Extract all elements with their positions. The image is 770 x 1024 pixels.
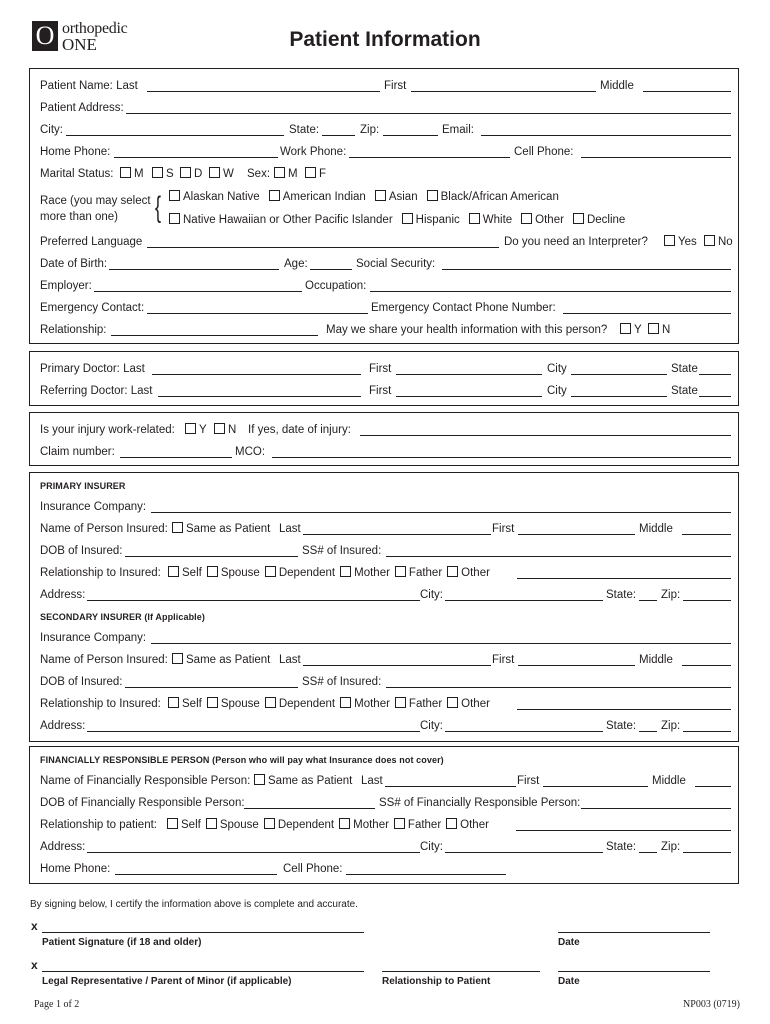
- email-label: Email:: [442, 124, 474, 136]
- referring-doctor-city-label: City: [547, 385, 567, 397]
- relationship-option-label: Mother: [354, 698, 390, 710]
- share-yes-label: Y: [634, 324, 642, 336]
- relationship-checkbox[interactable]: [447, 566, 458, 577]
- financial-name-row: [40, 773, 729, 789]
- secondary-zip-label: Zip:: [661, 720, 681, 732]
- financial-ssn-field[interactable]: [581, 808, 731, 809]
- zip-field[interactable]: [383, 135, 438, 136]
- legal-rep-date-line[interactable]: [558, 971, 710, 972]
- dob-label: Date of Birth:: [40, 258, 108, 270]
- relationship-option-label: Father: [408, 698, 443, 710]
- race-checkbox[interactable]: [469, 213, 480, 224]
- email-field[interactable]: [481, 135, 731, 136]
- relationship-checkbox[interactable]: [395, 697, 406, 708]
- relationship-option-label: Self: [182, 567, 202, 579]
- referring-doctor-first-field[interactable]: [396, 396, 542, 397]
- financial-ssn-label: SS# of Financially Responsible Person:: [379, 797, 581, 809]
- relationship-option-label: Father: [407, 819, 442, 831]
- secondary-dob-row: [40, 674, 729, 690]
- primary-address-field[interactable]: [87, 600, 420, 601]
- occupation-label: Occupation:: [305, 280, 367, 292]
- relationship-option-label: Other: [460, 819, 489, 831]
- financial-same-as-patient-checkbox[interactable]: [254, 774, 265, 785]
- primary-doctor-first-field[interactable]: [396, 374, 542, 375]
- financial-zip-field[interactable]: [683, 852, 731, 853]
- race-option-label: White: [482, 214, 513, 226]
- patient-city-row: [40, 122, 729, 138]
- share-info-label: May we share your health information with this person?: [326, 324, 608, 336]
- primary-doctor-row: [40, 361, 729, 377]
- relationship-row: [40, 322, 729, 338]
- city-field[interactable]: [66, 135, 284, 136]
- relationship-option-label: Father: [408, 567, 443, 579]
- primary-company-row: [40, 499, 729, 515]
- primary-relationship-other-field[interactable]: [517, 578, 731, 579]
- relationship-option-label: Dependent: [278, 698, 336, 710]
- relationship-checkbox[interactable]: [394, 818, 405, 829]
- financial-relationship-other-field[interactable]: [516, 830, 731, 831]
- secondary-same-as-patient-label: Same as Patient: [186, 654, 271, 666]
- referring-doctor-first-label: First: [369, 385, 392, 397]
- secondary-insured-first-field[interactable]: [518, 665, 635, 666]
- patient-address-field[interactable]: [126, 113, 731, 114]
- language-row: [40, 234, 733, 250]
- primary-insured-first-field[interactable]: [518, 534, 635, 535]
- relationship-checkbox[interactable]: [207, 566, 218, 577]
- patient-first-name-field[interactable]: [411, 91, 596, 92]
- injury-section: [29, 412, 739, 466]
- marital-w-label: W: [223, 168, 234, 180]
- interpreter-no-label: No: [718, 236, 733, 248]
- race-label-line1: Race (you may select: [40, 195, 151, 207]
- logo-mark: O: [32, 21, 58, 51]
- relationship-checkbox[interactable]: [168, 566, 179, 577]
- legal-rep-signature-x-mark: x: [31, 958, 38, 972]
- marital-w-checkbox[interactable]: [209, 167, 220, 178]
- race-option-label: Other: [535, 214, 564, 226]
- financial-address-field[interactable]: [87, 852, 420, 853]
- race-option-label: Native Hawaiian or Other Pacific Islander: [183, 214, 393, 226]
- race-option-label: Alaskan Native: [183, 191, 260, 203]
- age-label: Age:: [284, 258, 308, 270]
- logo-text-line2: ONE: [62, 35, 97, 54]
- sex-f-checkbox[interactable]: [305, 167, 316, 178]
- financial-home-phone-field[interactable]: [115, 874, 277, 875]
- claim-number-label: Claim number:: [40, 446, 115, 458]
- primary-doctor-label: Primary Doctor: Last: [40, 363, 145, 375]
- relationship-option-label: Spouse: [220, 698, 260, 710]
- financial-state-field[interactable]: [639, 852, 657, 853]
- work-related-yes-label: Y: [199, 424, 207, 436]
- sex-m-label: M: [288, 168, 298, 180]
- primary-insured-ssn-label: SS# of Insured:: [302, 545, 382, 557]
- patient-signature-date-label: Date: [558, 937, 580, 948]
- relationship-checkbox[interactable]: [207, 697, 218, 708]
- relationship-field[interactable]: [111, 335, 318, 336]
- primary-insured-last-label: Last: [279, 523, 301, 535]
- relationship-to-patient-line[interactable]: [382, 971, 540, 972]
- secondary-insured-middle-label: Middle: [639, 654, 673, 666]
- secondary-address-field[interactable]: [87, 731, 420, 732]
- referring-doctor-row: [40, 383, 729, 399]
- relationship-checkbox[interactable]: [339, 818, 350, 829]
- marital-status-label: Marital Status:: [40, 168, 114, 180]
- primary-insured-name-row: [40, 521, 729, 537]
- marital-s-checkbox[interactable]: [152, 167, 163, 178]
- race-checkbox[interactable]: [375, 190, 386, 201]
- work-related-yes-checkbox[interactable]: [185, 423, 196, 434]
- secondary-relationship-row: [40, 696, 729, 712]
- city-label: City:: [40, 124, 63, 136]
- secondary-insured-name-label: Name of Person Insured:: [40, 654, 168, 666]
- emergency-phone-field[interactable]: [563, 313, 731, 314]
- preferred-language-label: Preferred Language: [40, 236, 143, 248]
- race-options-line1: [169, 190, 559, 203]
- race-checkbox[interactable]: [573, 213, 584, 224]
- share-no-checkbox[interactable]: [648, 323, 659, 334]
- dob-row: [40, 256, 729, 272]
- relationship-option-label: Other: [461, 567, 490, 579]
- race-checkbox[interactable]: [427, 190, 438, 201]
- primary-dob-row: [40, 543, 729, 559]
- cell-phone-label: Cell Phone:: [514, 146, 574, 158]
- race-label: [40, 193, 151, 225]
- secondary-insured-ssn-field[interactable]: [386, 687, 731, 688]
- primary-insurance-company-field[interactable]: [151, 512, 731, 513]
- secondary-city-field[interactable]: [445, 731, 603, 732]
- referring-doctor-state-label: State: [671, 385, 698, 397]
- relationship-checkbox[interactable]: [265, 697, 276, 708]
- secondary-company-row: [40, 630, 729, 646]
- referring-doctor-state-field[interactable]: [699, 396, 731, 397]
- financial-section: [29, 746, 739, 884]
- relationship-checkbox[interactable]: [340, 566, 351, 577]
- state-field[interactable]: [322, 135, 355, 136]
- mco-field[interactable]: [272, 457, 731, 458]
- patient-address-label: Patient Address:: [40, 102, 124, 114]
- patient-section: [29, 68, 739, 344]
- logo-text-line1: orthopedic: [62, 20, 128, 37]
- financial-city-field[interactable]: [445, 852, 603, 853]
- legal-rep-signature-line[interactable]: [42, 971, 364, 972]
- interpreter-yes-label: Yes: [678, 236, 697, 248]
- primary-insured-middle-field[interactable]: [682, 534, 731, 535]
- race-checkbox[interactable]: [402, 213, 413, 224]
- certify-statement: By signing below, I certify the information above is complete and accurate.: [30, 899, 358, 910]
- state-label: State:: [289, 124, 320, 136]
- home-phone-field[interactable]: [114, 157, 278, 158]
- relationship-option-label: Dependent: [278, 567, 336, 579]
- race-checkbox[interactable]: [169, 190, 180, 201]
- claim-row: [40, 444, 729, 460]
- occupation-field[interactable]: [370, 291, 731, 292]
- financial-dob-row: [40, 795, 729, 811]
- relationship-option-label: Dependent: [277, 819, 335, 831]
- patient-last-name-label: Patient Name: Last: [40, 80, 138, 92]
- secondary-insured-dob-field[interactable]: [125, 687, 298, 688]
- secondary-insured-middle-field[interactable]: [682, 665, 731, 666]
- financial-relationship-row: [40, 817, 729, 833]
- financial-cell-phone-label: Cell Phone:: [283, 863, 343, 875]
- financial-heading: FINANCIALLY RESPONSIBLE PERSON (Person who will pay what Insurance does not cover): [40, 755, 444, 765]
- employer-label: Employer:: [40, 280, 92, 292]
- emergency-contact-field[interactable]: [147, 313, 368, 314]
- primary-same-as-patient-label: Same as Patient: [186, 523, 271, 535]
- secondary-insured-last-label: Last: [279, 654, 301, 666]
- relationship-checkbox[interactable]: [264, 818, 275, 829]
- relationship-to-patient-label: Relationship to Patient: [382, 976, 491, 987]
- secondary-state-field[interactable]: [639, 731, 657, 732]
- preferred-language-field[interactable]: [147, 247, 499, 248]
- financial-middle-label: Middle: [652, 775, 686, 787]
- secondary-relationship-label: Relationship to Insured:: [40, 698, 161, 710]
- employer-field[interactable]: [94, 291, 302, 292]
- work-related-no-checkbox[interactable]: [214, 423, 225, 434]
- patient-signature-label: Patient Signature (if 18 and older): [42, 937, 202, 948]
- interpreter-no-checkbox[interactable]: [704, 235, 715, 246]
- primary-insured-middle-label: Middle: [639, 523, 673, 535]
- relationship-option-label: Self: [182, 698, 202, 710]
- secondary-state-label: State:: [606, 720, 637, 732]
- relationship-checkbox[interactable]: [168, 697, 179, 708]
- relationship-option-label: Mother: [353, 819, 389, 831]
- secondary-insurance-company-label: Insurance Company:: [40, 632, 147, 644]
- claim-number-field[interactable]: [120, 457, 232, 458]
- page-number: Page 1 of 2: [34, 999, 80, 1010]
- primary-doctor-last-field[interactable]: [152, 374, 361, 375]
- primary-zip-field[interactable]: [683, 600, 731, 601]
- financial-relationship-label: Relationship to patient:: [40, 819, 157, 831]
- form-code: NP003 (0719): [683, 999, 740, 1010]
- marital-s-label: S: [166, 168, 174, 180]
- financial-address-row: [40, 839, 729, 855]
- primary-insured-first-label: First: [492, 523, 515, 535]
- secondary-city-label: City:: [420, 720, 443, 732]
- primary-insurance-company-label: Insurance Company:: [40, 501, 147, 513]
- employer-row: [40, 278, 729, 294]
- work-phone-label: Work Phone:: [280, 146, 347, 158]
- relationship-checkbox[interactable]: [167, 818, 178, 829]
- legal-rep-date-label: Date: [558, 976, 580, 987]
- marital-d-label: D: [194, 168, 203, 180]
- relationship-checkbox[interactable]: [340, 697, 351, 708]
- patient-middle-name-label: Middle: [600, 80, 634, 92]
- secondary-insured-first-label: First: [492, 654, 515, 666]
- relationship-checkbox[interactable]: [265, 566, 276, 577]
- ssn-label: Social Security:: [356, 258, 436, 270]
- relationship-option-label: Spouse: [219, 819, 259, 831]
- patient-signature-x-mark: x: [31, 919, 38, 933]
- financial-home-phone-label: Home Phone:: [40, 863, 111, 875]
- home-phone-label: Home Phone:: [40, 146, 111, 158]
- marital-sex-row: [40, 166, 729, 182]
- patient-phone-row: [40, 144, 729, 160]
- primary-state-field[interactable]: [639, 600, 657, 601]
- secondary-insured-dob-label: DOB of Insured:: [40, 676, 123, 688]
- secondary-address-label: Address:: [40, 720, 86, 732]
- financial-middle-field[interactable]: [695, 786, 731, 787]
- relationship-checkbox[interactable]: [395, 566, 406, 577]
- relationship-label: Relationship:: [40, 324, 107, 336]
- patient-signature-line[interactable]: [42, 932, 364, 933]
- financial-dob-label: DOB of Financially Responsible Person:: [40, 797, 245, 809]
- patient-first-name-label: First: [384, 80, 407, 92]
- marital-m-label: M: [134, 168, 144, 180]
- interpreter-yes-checkbox[interactable]: [664, 235, 675, 246]
- work-related-label: Is your injury work-related:: [40, 424, 175, 436]
- race-label-line2: more than one): [40, 211, 118, 223]
- financial-first-label: First: [517, 775, 540, 787]
- sex-m-checkbox[interactable]: [274, 167, 285, 178]
- marital-d-checkbox[interactable]: [180, 167, 191, 178]
- financial-last-label: Last: [361, 775, 383, 787]
- race-option-label: Asian: [388, 191, 418, 203]
- financial-zip-label: Zip:: [661, 841, 681, 853]
- relationship-option-label: Self: [181, 819, 201, 831]
- work-injury-row: [40, 422, 729, 438]
- primary-city-field[interactable]: [445, 600, 603, 601]
- financial-phone-row: [40, 861, 729, 877]
- financial-first-field[interactable]: [543, 786, 648, 787]
- secondary-same-as-patient-checkbox[interactable]: [172, 653, 183, 664]
- referring-doctor-last-field[interactable]: [158, 396, 361, 397]
- primary-doctor-city-field[interactable]: [571, 374, 667, 375]
- race-checkbox[interactable]: [169, 213, 180, 224]
- page-title: Patient Information: [289, 28, 481, 51]
- secondary-insured-name-row: [40, 652, 729, 668]
- primary-insured-name-label: Name of Person Insured:: [40, 523, 168, 535]
- injury-date-field[interactable]: [360, 435, 731, 436]
- secondary-insurance-company-field[interactable]: [151, 643, 731, 644]
- patient-signature-date-line[interactable]: [558, 932, 710, 933]
- primary-insured-ssn-field[interactable]: [386, 556, 731, 557]
- sex-f-label: F: [319, 168, 327, 180]
- brace-icon: {: [155, 191, 162, 224]
- relationship-checkbox[interactable]: [446, 818, 457, 829]
- cell-phone-field[interactable]: [581, 157, 731, 158]
- interpreter-label: Do you need an Interpreter?: [504, 236, 648, 248]
- injury-date-label: If yes, date of injury:: [248, 424, 351, 436]
- race-options-line2: [169, 213, 625, 226]
- zip-label: Zip:: [360, 124, 380, 136]
- primary-address-label: Address:: [40, 589, 86, 601]
- primary-state-label: State:: [606, 589, 637, 601]
- race-option-label: American Indian: [282, 191, 366, 203]
- financial-same-as-patient-label: Same as Patient: [268, 775, 353, 787]
- marital-m-checkbox[interactable]: [120, 167, 131, 178]
- primary-doctor-state-label: State: [671, 363, 698, 375]
- dob-field[interactable]: [109, 269, 279, 270]
- primary-insured-dob-label: DOB of Insured:: [40, 545, 123, 557]
- primary-insured-dob-field[interactable]: [125, 556, 298, 557]
- race-checkbox[interactable]: [269, 190, 280, 201]
- insurance-section: [29, 472, 739, 742]
- secondary-insured-ssn-label: SS# of Insured:: [302, 676, 382, 688]
- secondary-insurer-heading: SECONDARY INSURER (If Applicable): [40, 612, 205, 622]
- secondary-relationship-other-field[interactable]: [517, 709, 731, 710]
- race-option-label: Decline: [586, 214, 626, 226]
- financial-city-label: City:: [420, 841, 443, 853]
- emergency-phone-label: Emergency Contact Phone Number:: [371, 302, 556, 314]
- patient-address-row: [40, 100, 729, 116]
- share-no-label: N: [662, 324, 671, 336]
- primary-address-row: [40, 587, 729, 603]
- primary-doctor-state-field[interactable]: [699, 374, 731, 375]
- financial-state-label: State:: [606, 841, 637, 853]
- emergency-contact-label: Emergency Contact:: [40, 302, 145, 314]
- primary-insurer-heading: PRIMARY INSURER: [40, 481, 126, 491]
- financial-address-label: Address:: [40, 841, 86, 853]
- secondary-insured-last-field[interactable]: [303, 665, 491, 666]
- primary-doctor-city-label: City: [547, 363, 567, 375]
- relationship-checkbox[interactable]: [206, 818, 217, 829]
- primary-zip-label: Zip:: [661, 589, 681, 601]
- primary-doctor-first-label: First: [369, 363, 392, 375]
- primary-relationship-label: Relationship to Insured:: [40, 567, 161, 579]
- work-phone-field[interactable]: [349, 157, 510, 158]
- financial-name-label: Name of Financially Responsible Person:: [40, 775, 251, 787]
- referring-doctor-label: Referring Doctor: Last: [40, 385, 153, 397]
- race-option-label: Hispanic: [415, 214, 460, 226]
- referring-doctor-city-field[interactable]: [571, 396, 667, 397]
- relationship-option-label: Other: [461, 698, 490, 710]
- doctors-section: [29, 351, 739, 406]
- mco-label: MCO:: [235, 446, 266, 458]
- secondary-zip-field[interactable]: [683, 731, 731, 732]
- sex-label: Sex:: [247, 168, 271, 180]
- relationship-option-label: Spouse: [220, 567, 260, 579]
- race-checkbox[interactable]: [521, 213, 532, 224]
- primary-city-label: City:: [420, 589, 443, 601]
- age-field[interactable]: [310, 269, 352, 270]
- work-related-no-label: N: [228, 424, 237, 436]
- legal-rep-signature-label: Legal Representative / Parent of Minor (if applicable): [42, 976, 292, 987]
- financial-dob-field[interactable]: [244, 808, 375, 809]
- patient-last-name-field[interactable]: [147, 91, 380, 92]
- patient-middle-name-field[interactable]: [643, 91, 731, 92]
- ssn-field[interactable]: [442, 269, 731, 270]
- primary-insured-last-field[interactable]: [303, 534, 491, 535]
- emergency-row: [40, 300, 729, 316]
- patient-name-row: [40, 78, 729, 94]
- race-option-label: Black/African American: [440, 191, 559, 203]
- primary-relationship-row: [40, 565, 729, 581]
- share-yes-checkbox[interactable]: [620, 323, 631, 334]
- primary-same-as-patient-checkbox[interactable]: [172, 522, 183, 533]
- financial-last-field[interactable]: [385, 786, 516, 787]
- secondary-address-row: [40, 718, 729, 734]
- financial-cell-phone-field[interactable]: [346, 874, 506, 875]
- relationship-checkbox[interactable]: [447, 697, 458, 708]
- relationship-option-label: Mother: [354, 567, 390, 579]
